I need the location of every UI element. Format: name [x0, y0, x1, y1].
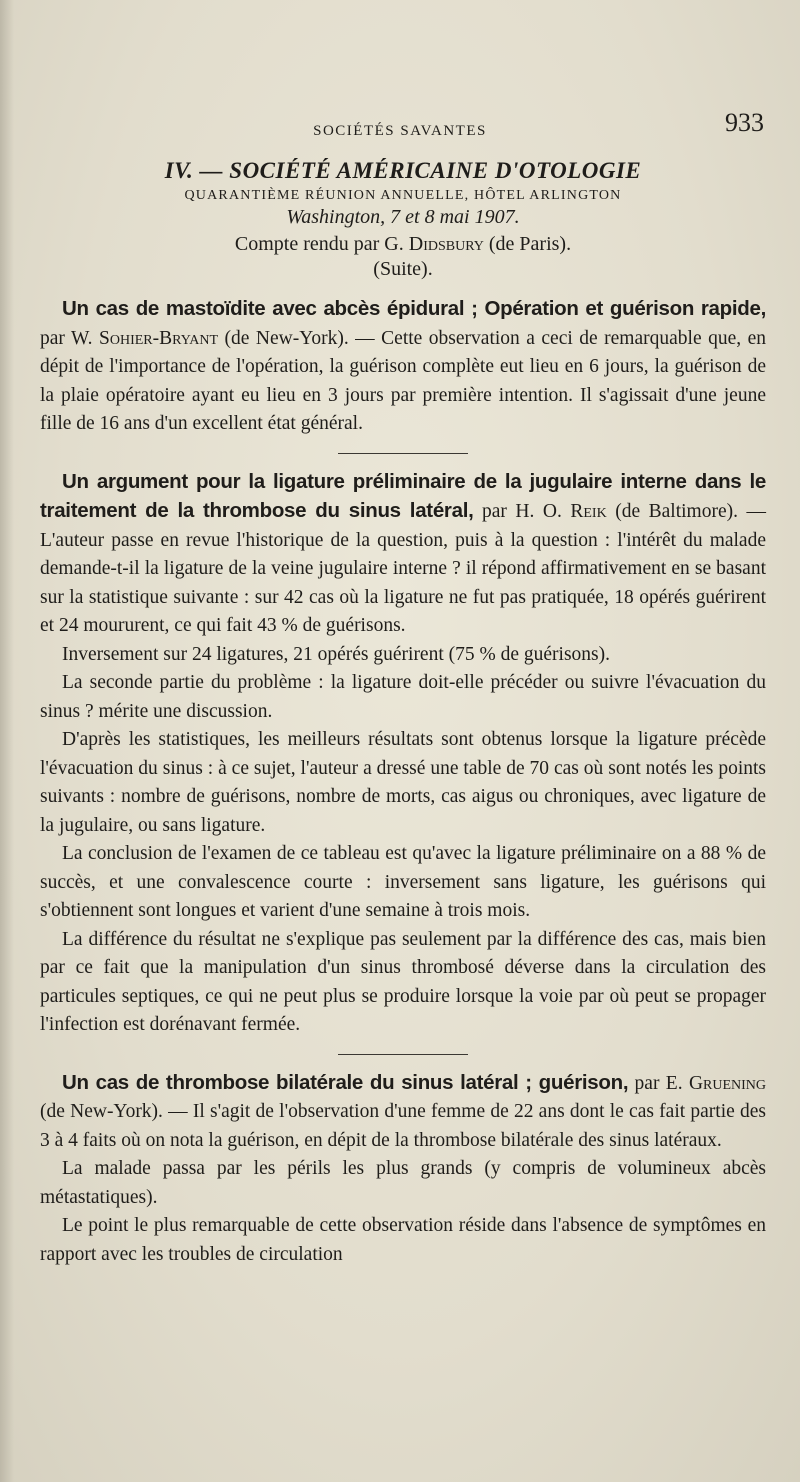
article-paragraph: La malade passa par les périls les plus grands (y compris de volumineux abcès métastatiques). [40, 1158, 766, 1208]
section-divider [338, 1054, 468, 1055]
report-suffix: (de Paris). [483, 233, 572, 255]
article-body: (de New-York). — Cette observation a ceci de remarquable que, en dépit de l'importance de l'opération, la guérison complète eut lieu en 6 jours, la guérison de la plaie opératoire ayant eu lieu en 3 jours par première intention. Il s'agissait d'une jeune fille de 16 ans d'un excellent état général. [40, 327, 767, 434]
article-author: Sohier-Bryant [99, 327, 219, 349]
binding-shadow [0, 0, 14, 1482]
author-prefix: par W. [40, 327, 100, 349]
report-credit [40, 233, 766, 256]
author-prefix: par H. O. [473, 501, 571, 522]
article-paragraph [40, 295, 766, 439]
report-prefix: Compte rendu par G. [234, 233, 409, 255]
section-divider [338, 453, 468, 454]
article-heading: Un argument pour la ligature préliminaire de la jugulaire interne dans le traitement de la thrombose du sinus latéral, [40, 469, 766, 522]
article-author: Reik [570, 501, 607, 522]
article-author: Gruening [688, 1072, 767, 1094]
page-number: 933 [725, 108, 764, 137]
article-heading: Un cas de mastoïdite avec abcès épidural ; Opération et guérison rapide, [62, 297, 766, 320]
page-content [40, 158, 766, 1269]
article-paragraph: La conclusion de l'examen de ce tableau est qu'avec la ligature préliminaire on a 88 % de succès, et une convalescence courte : inversement sans ligature, les guérisons qui s'obtiennent sont longues et varient d'une semaine à trois mois. [40, 843, 766, 921]
article-body: (de Baltimore). — L'auteur passe en revue l'historique de la question, puis à la question : l'intérêt du malade demande-t-il la ligature de la veine jugulaire interne ? il répond affirmativement en se basant sur la statistique suivante : sur 42 cas où la ligature ne fut pas pratiquée, 18 opérés guérirent et 24 moururent, ce qui fait 43 % de guérisons. [40, 501, 766, 636]
article-paragraph: Inversement sur 24 ligatures, 21 opérés guérirent (75 % de guérisons). [62, 643, 611, 665]
report-author: Didsbury [408, 233, 484, 255]
article-bilateral-thrombosis [40, 1069, 766, 1270]
article-mastoiditis [40, 295, 766, 439]
article-heading: Un cas de thrombose bilatérale du sinus latéral ; guérison, [62, 1070, 629, 1094]
meeting-place-date: Washington, 7 et 8 mai 1907. [286, 206, 520, 228]
article-paragraph [40, 1069, 766, 1156]
article-paragraph: La seconde partie du problème : la ligature doit-elle précéder ou suivre l'évacuation du sinus ? mérite une discussion. [40, 672, 766, 722]
meeting-subtitle: QUARANTIÈME RÉUNION ANNUELLE, HÔTEL ARLINGTON [184, 188, 622, 203]
article-body: (de New-York). — Il s'agit de l'observation d'une femme de 22 ans dont le cas fait partie des 3 à 4 faits où on nota la guérison, en dépit de la thrombose bilatérale des sinus latéraux. [40, 1101, 766, 1151]
article-paragraph: La différence du résultat ne s'explique pas seulement par la différence des cas, mais bien par ce fait que la manipulation d'un sinus thrombosé déverse dans la circulation des particules septiques, ce qui ne peut plus se produire lorsque la voie par où peut se propager l'infection est dorénavant fermée. [40, 928, 766, 1035]
running-head: SOCIÉTÉS SAVANTES [313, 123, 487, 139]
article-paragraph: D'après les statistiques, les meilleurs résultats sont obtenus lorsque la ligature précède l'évacuation du sinus : à ce sujet, l'auteur a dressé une table de 70 cas où sont notés les points suivants : nombre de guérisons, nombre de morts, cas aigus ou chroniques, avec ligature de la jugulaire, ou sans ligature. [40, 729, 766, 836]
section-title: IV. — SOCIÉTÉ AMÉRICAINE D'OTOLOGIE [164, 158, 642, 183]
article-paragraph [40, 468, 766, 641]
article-jugular-ligature [40, 468, 766, 1040]
suite-note: (Suite). [373, 258, 433, 280]
author-prefix: par E. [628, 1072, 689, 1094]
article-paragraph: Le point le plus remarquable de cette observation réside dans l'absence de symptômes en rapport avec les troubles de circulation [40, 1215, 766, 1265]
